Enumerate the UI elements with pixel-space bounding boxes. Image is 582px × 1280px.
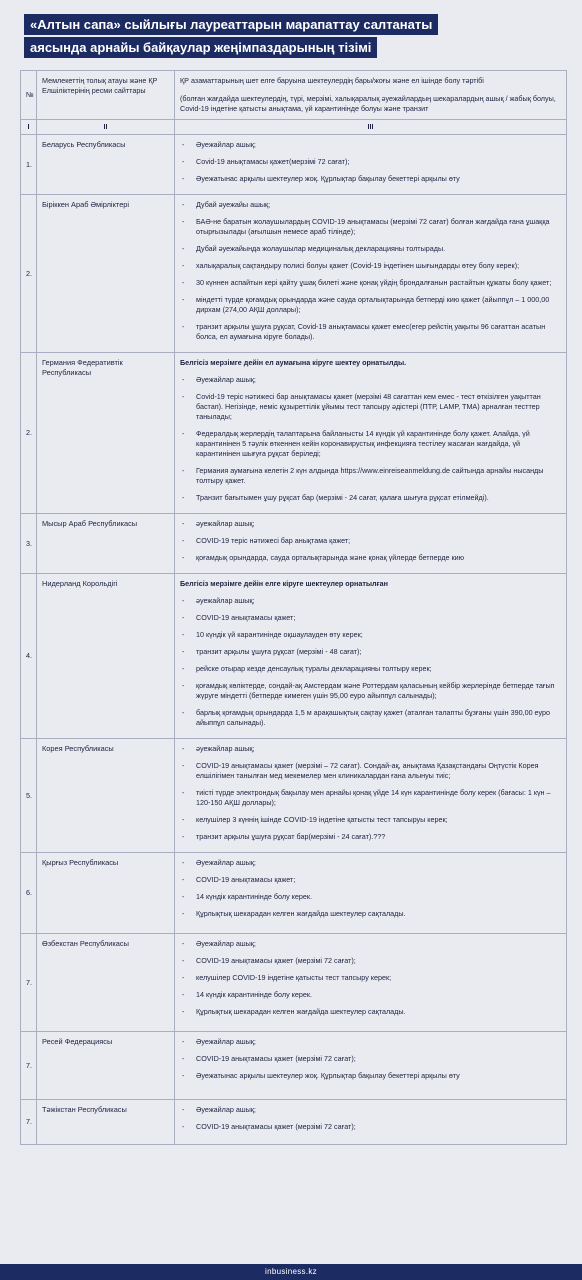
bullet-dash: - [182,244,185,253]
list-item-text: Құрлықтық шекарадан келген жағдайда шектеулер сақталады. [196,1007,406,1016]
bullet-dash: - [182,939,185,948]
rules-cell [175,514,567,574]
rules-lead: Белгісіз мерзімге дейін елге кіруге шектеулер орнатылған [180,579,388,588]
list-item-text: Covid-19 анықтамасы қажет(мерзімі 72 сағат); [196,157,350,166]
list-item [180,788,561,808]
bullet-dash: - [182,681,185,690]
rules-cell [175,195,567,353]
row-number: 2. [21,195,37,353]
header-rules [175,71,567,120]
list-item-text: келушілер 3 күннің ішінде COVID-19 індетіне қатысты тест тапсыруы керек; [196,815,448,824]
country-name: Тәжікстан Республикасы [37,1100,175,1145]
list-item-text: COVID-19 анықтамасы қажет (мерзімі 72 сағат); [196,956,356,965]
list-item [180,681,561,701]
bullet-dash: - [182,200,185,209]
list-item [180,392,561,422]
list-item [180,664,561,674]
list-item [180,1105,561,1115]
bullet-dash: - [182,217,185,226]
list-item-text: транзит арқылы ұшуға рұқсат (мерзімі - 48 сағат); [196,647,362,656]
table-row [21,739,567,853]
list-item-text: COVID-19 анықтамасы қажет (мерзімі – 72 сағат). Сондай-ақ, анықтама Қазақстандағы Оңтүстік Корея елшілігімен танылған мед мекемелер мен клиникалардан ғана алынуы тиіс; [196,761,539,780]
bullet-dash: - [182,708,185,717]
list-item [180,322,561,342]
row-number: 1. [21,135,37,195]
list-item-text: Транзит бағытымен ұшу рұқсат бар (мерзімі - 24 сағат, қалаға шығуға рұқсат етілмейді). [196,493,489,502]
list-item [180,744,561,754]
list-item-text: Әуежатынас арқылы шектеулер жоқ. Құрлықтар бақылау бекеттері арқылы өту [196,174,460,183]
list-item-text: COVID-19 анықтамасы қажет; [196,613,296,622]
country-name: Өзбекстан Республикасы [37,934,175,1032]
list-item [180,956,561,966]
index-cell: I [21,120,37,135]
bullet-dash: - [182,744,185,753]
list-item [180,157,561,167]
list-item [180,815,561,825]
row-number: 7. [21,934,37,1032]
bullet-dash: - [182,664,185,673]
bullet-dash: - [182,1007,185,1016]
bullet-dash: - [182,630,185,639]
rules-lead: Белгісіз мерзімге дейін ел аумағына кіруге шектеу орнатылды. [180,358,407,367]
list-item [180,261,561,271]
row-number: 7. [21,1100,37,1145]
bullet-dash: - [182,157,185,166]
list-item [180,429,561,459]
index-cell: II [37,120,175,135]
list-item [180,174,561,184]
list-item [180,973,561,983]
bullet-dash: - [182,519,185,528]
bullet-dash: - [182,875,185,884]
list-item [180,761,561,781]
list-item-text: Әуежайлар ашық; [196,858,256,867]
bullet-dash: - [182,493,185,502]
country-name: Ресей Федерациясы [37,1032,175,1100]
list-item [180,519,561,529]
list-item [180,909,561,919]
row-number: 3. [21,514,37,574]
title-line-2: аясында арнайы байқаулар жеңімпаздарының тізімі [24,37,377,58]
index-cell: III [175,120,567,135]
list-item-text: барлық қоғамдық орындарда 1,5 м арақашықтық сақтау қажет (аталған талапты бұзғаны үшін 390,00 еуро айыппұл салынады). [196,708,550,727]
list-item [180,278,561,288]
list-item [180,295,561,315]
rules-cell [175,853,567,934]
list-item-text: Құрлықтық шекарадан келген жағдайда шектеулер сақталады. [196,909,406,918]
bullet-dash: - [182,647,185,656]
table-row [21,934,567,1032]
bullet-dash: - [182,613,185,622]
bullet-dash: - [182,832,185,841]
list-item [180,1037,561,1047]
list-item-text: қоғамдық орындарда, сауда орталықтарында және қонақ үйлерде бетперде кию [196,553,465,562]
table-row [21,514,567,574]
list-item-text: келушілер COVID-19 індетіне қатысты тест тапсыру керек; [196,973,392,982]
list-item [180,536,561,546]
rules-cell [175,353,567,514]
bullet-dash: - [182,1105,185,1114]
list-item [180,630,561,640]
bullet-dash: - [182,1054,185,1063]
table-row [21,574,567,739]
bullet-dash: - [182,466,185,475]
list-item-text: COVID-19 анықтамасы қажет; [196,875,296,884]
list-item-text: Федералдық жерлердің талаптарына байланысты 14 күндік үй карантинінде болу қажет. Алайда, үй карантинінен 5 тәулік өткеннен кейін коронавирустық инфекцияға тестілеу жасаған жағдайда, үй карантинінен шығуға рұқсат беріледі; [196,429,530,458]
bullet-dash: - [182,956,185,965]
header-rules-line1: ҚР азаматтарының шет елге баруына шектеулердің бары/жоғы және ел ішінде болу тәртібі [180,76,484,85]
list-item [180,200,561,210]
list-item [180,990,561,1000]
list-item-text: тиісті түрде электрондық бақылау мен арнайы қонақ үйде 14 күн карантинінде болу керек (бағасы: 1 күн – 120-150 АҚШ доллары); [196,788,551,807]
list-item-text: COVID-19 анықтамасы қажет (мерзімі 72 сағат); [196,1054,356,1063]
list-item [180,613,561,623]
row-number: 7. [21,1032,37,1100]
list-item-text: рейске отырар кезде денсаулық туралы декларацияны толтыру керек; [196,664,432,673]
list-item-text: әуежайлар ашық; [196,744,255,753]
list-item [180,1054,561,1064]
row-number: 4. [21,574,37,739]
list-item-text: халықаралық сақтандыру полисі болуы қажет (Covid-19 індетінен шығындарды өтеу болу керек); [196,261,520,270]
country-name: Мысыр Араб Республикасы [37,514,175,574]
list-item-text: Әуежайлар ашық; [196,1037,256,1046]
bullet-dash: - [182,1037,185,1046]
list-item [180,1122,561,1132]
rules-cell [175,135,567,195]
list-item-text: әуежайлар ашық; [196,519,255,528]
bullet-dash: - [182,375,185,384]
list-item [180,466,561,486]
header-country: Мемлекеттің толық атауы және ҚР Елшіліктерінің ресми сайттары [37,71,175,120]
table-row [21,195,567,353]
rules-cell [175,739,567,853]
rules-cell [175,574,567,739]
row-number: 2. [21,353,37,514]
list-item [180,553,561,563]
table-row [21,1100,567,1145]
bullet-dash: - [182,973,185,982]
list-item-text: 30 күннен аспайтын кері қайту ұшақ билеті және қонақ үйдің брондалғанын растайтын құжаты болу қажет; [196,278,552,287]
list-item-text: БАӘ-не баратын жолаушылардың COVID-19 анықтамасы (мерзімі 72 сағат) болған жағдайда ғана ұшаққа отырғызылады (ағылшын немесе араб тілінде); [196,217,550,236]
restrictions-table [20,70,567,1145]
list-item-text: Әуежайлар ашық; [196,375,256,384]
country-name: Корея Республикасы [37,739,175,853]
rules-cell [175,1032,567,1100]
list-item-text: Германия аумағына келетін 2 күн алдында https://www.einreiseanmeldung.de сайтында арнайы нысанды толтыру қажет. [196,466,544,485]
list-item-text: 10 күндік үй карантинінде оқшаулауден өту керек; [196,630,363,639]
table-row [21,1032,567,1100]
bullet-dash: - [182,1122,185,1131]
list-item [180,875,561,885]
page-title [24,14,438,60]
list-item-text: 14 күндік карантинінде болу керек. [196,990,313,999]
list-item [180,244,561,254]
table-row [21,853,567,934]
country-name: Беларусь Республикасы [37,135,175,195]
rules-cell [175,1100,567,1145]
bullet-dash: - [182,858,185,867]
list-item-text: 14 күндік карантинінде болу керек. [196,892,313,901]
list-item-text: транзит арқылы ұшуға рұқсат бар(мерзімі - 24 сағат).??? [196,832,386,841]
row-number: 6. [21,853,37,934]
list-item-text: Дубай әуежайы ашық; [196,200,271,209]
list-item [180,708,561,728]
title-line-1: «Алтын сапа» сыйлығы лауреаттарын марапаттау салтанаты [24,14,438,35]
list-item [180,140,561,150]
list-item [180,892,561,902]
list-item-text: әуежайлар ашық; [196,596,255,605]
bullet-dash: - [182,278,185,287]
list-item [180,375,561,385]
header-rules-line2: (болған жағдайда шектеулердің, түрі, мерзімі, халықаралық әуежайлардың шекаралардың ашық / жабық болуы, Covid-19 індетіне қатысты анықтама, үй карантинінде болуы және транзит [180,94,556,113]
list-item [180,1007,561,1017]
bullet-dash: - [182,815,185,824]
country-name: Германия Федеративтік Республикасы [37,353,175,514]
bullet-dash: - [182,788,185,797]
list-item [180,939,561,949]
bullet-dash: - [182,429,185,438]
list-item [180,217,561,237]
table-row [21,353,567,514]
list-item-text: қоғамдық көліктерде, сондай-ақ Амстердам және Роттердам қаласының кейбір жерлерінде бетперде тағып жүруге міндетті (бетперде кимеген үшін 95,00 еуро айыппұл салынады); [196,681,555,700]
list-item-text: транзит арқылы ұшуға рұқсат, Covid-19 анықтамасы қажет емес(егер рейстің уақыты 96 сағаттан асатын болса, ел аумағына кіруге болады). [196,322,546,341]
list-item [180,1071,561,1081]
table-row [21,135,567,195]
header-num: № [21,71,37,120]
bullet-dash: - [182,140,185,149]
list-item-text: Әуежайлар ашық; [196,140,256,149]
bullet-dash: - [182,295,185,304]
bullet-dash: - [182,174,185,183]
list-item [180,493,561,503]
list-item-text: COVID-19 анықтамасы қажет (мерзімі 72 сағат); [196,1122,356,1131]
list-item-text: Әуежатынас арқылы шектеулер жоқ. Құрлықтар бақылау бекеттері арқылы өту [196,1071,460,1080]
list-item-text: Әуежайлар ашық; [196,939,256,948]
table-header-row [21,71,567,120]
list-item-text: Әуежайлар ашық; [196,1105,256,1114]
bullet-dash: - [182,761,185,770]
bullet-dash: - [182,553,185,562]
list-item [180,596,561,606]
bullet-dash: - [182,261,185,270]
country-name: Біріккен Араб Әмірліктері [37,195,175,353]
bullet-dash: - [182,536,185,545]
bullet-dash: - [182,1071,185,1080]
list-item [180,858,561,868]
list-item-text: міндетті түрде қоғамдық орындарда және сауда орталықтарында бетперді кию қажет (айыппұл – 1 000,00 дирхам (274,00 АҚШ доллары); [196,295,550,314]
list-item [180,647,561,657]
bullet-dash: - [182,990,185,999]
bullet-dash: - [182,322,185,331]
list-item-text: Дубай әуежайында жолаушылар медициналық декларацияны толтырады. [196,244,446,253]
list-item [180,832,561,842]
footer-brand: inbusiness.kz [0,1264,582,1280]
bullet-dash: - [182,892,185,901]
country-name: Қырғыз Республикасы [37,853,175,934]
list-item-text: COVID-19 теріс нәтижесі бар анықтама қажет; [196,536,351,545]
rules-cell [175,934,567,1032]
bullet-dash: - [182,392,185,401]
list-item-text: Covid-19 теріс нәтижесі бар анықтамасы қажет (мерзімі 48 сағаттан кем емес - тест өткізілген уақыттан бастап). Негізінде, неміс құзыреттілік ұйымы тест тапсыру әдістері (ПТР, LAMP, TMA) арналған тесттер танылады; [196,392,541,421]
bullet-dash: - [182,596,185,605]
row-number: 5. [21,739,37,853]
table-index-row [21,120,567,135]
country-name: Нидерланд Корольдігі [37,574,175,739]
bullet-dash: - [182,909,185,918]
